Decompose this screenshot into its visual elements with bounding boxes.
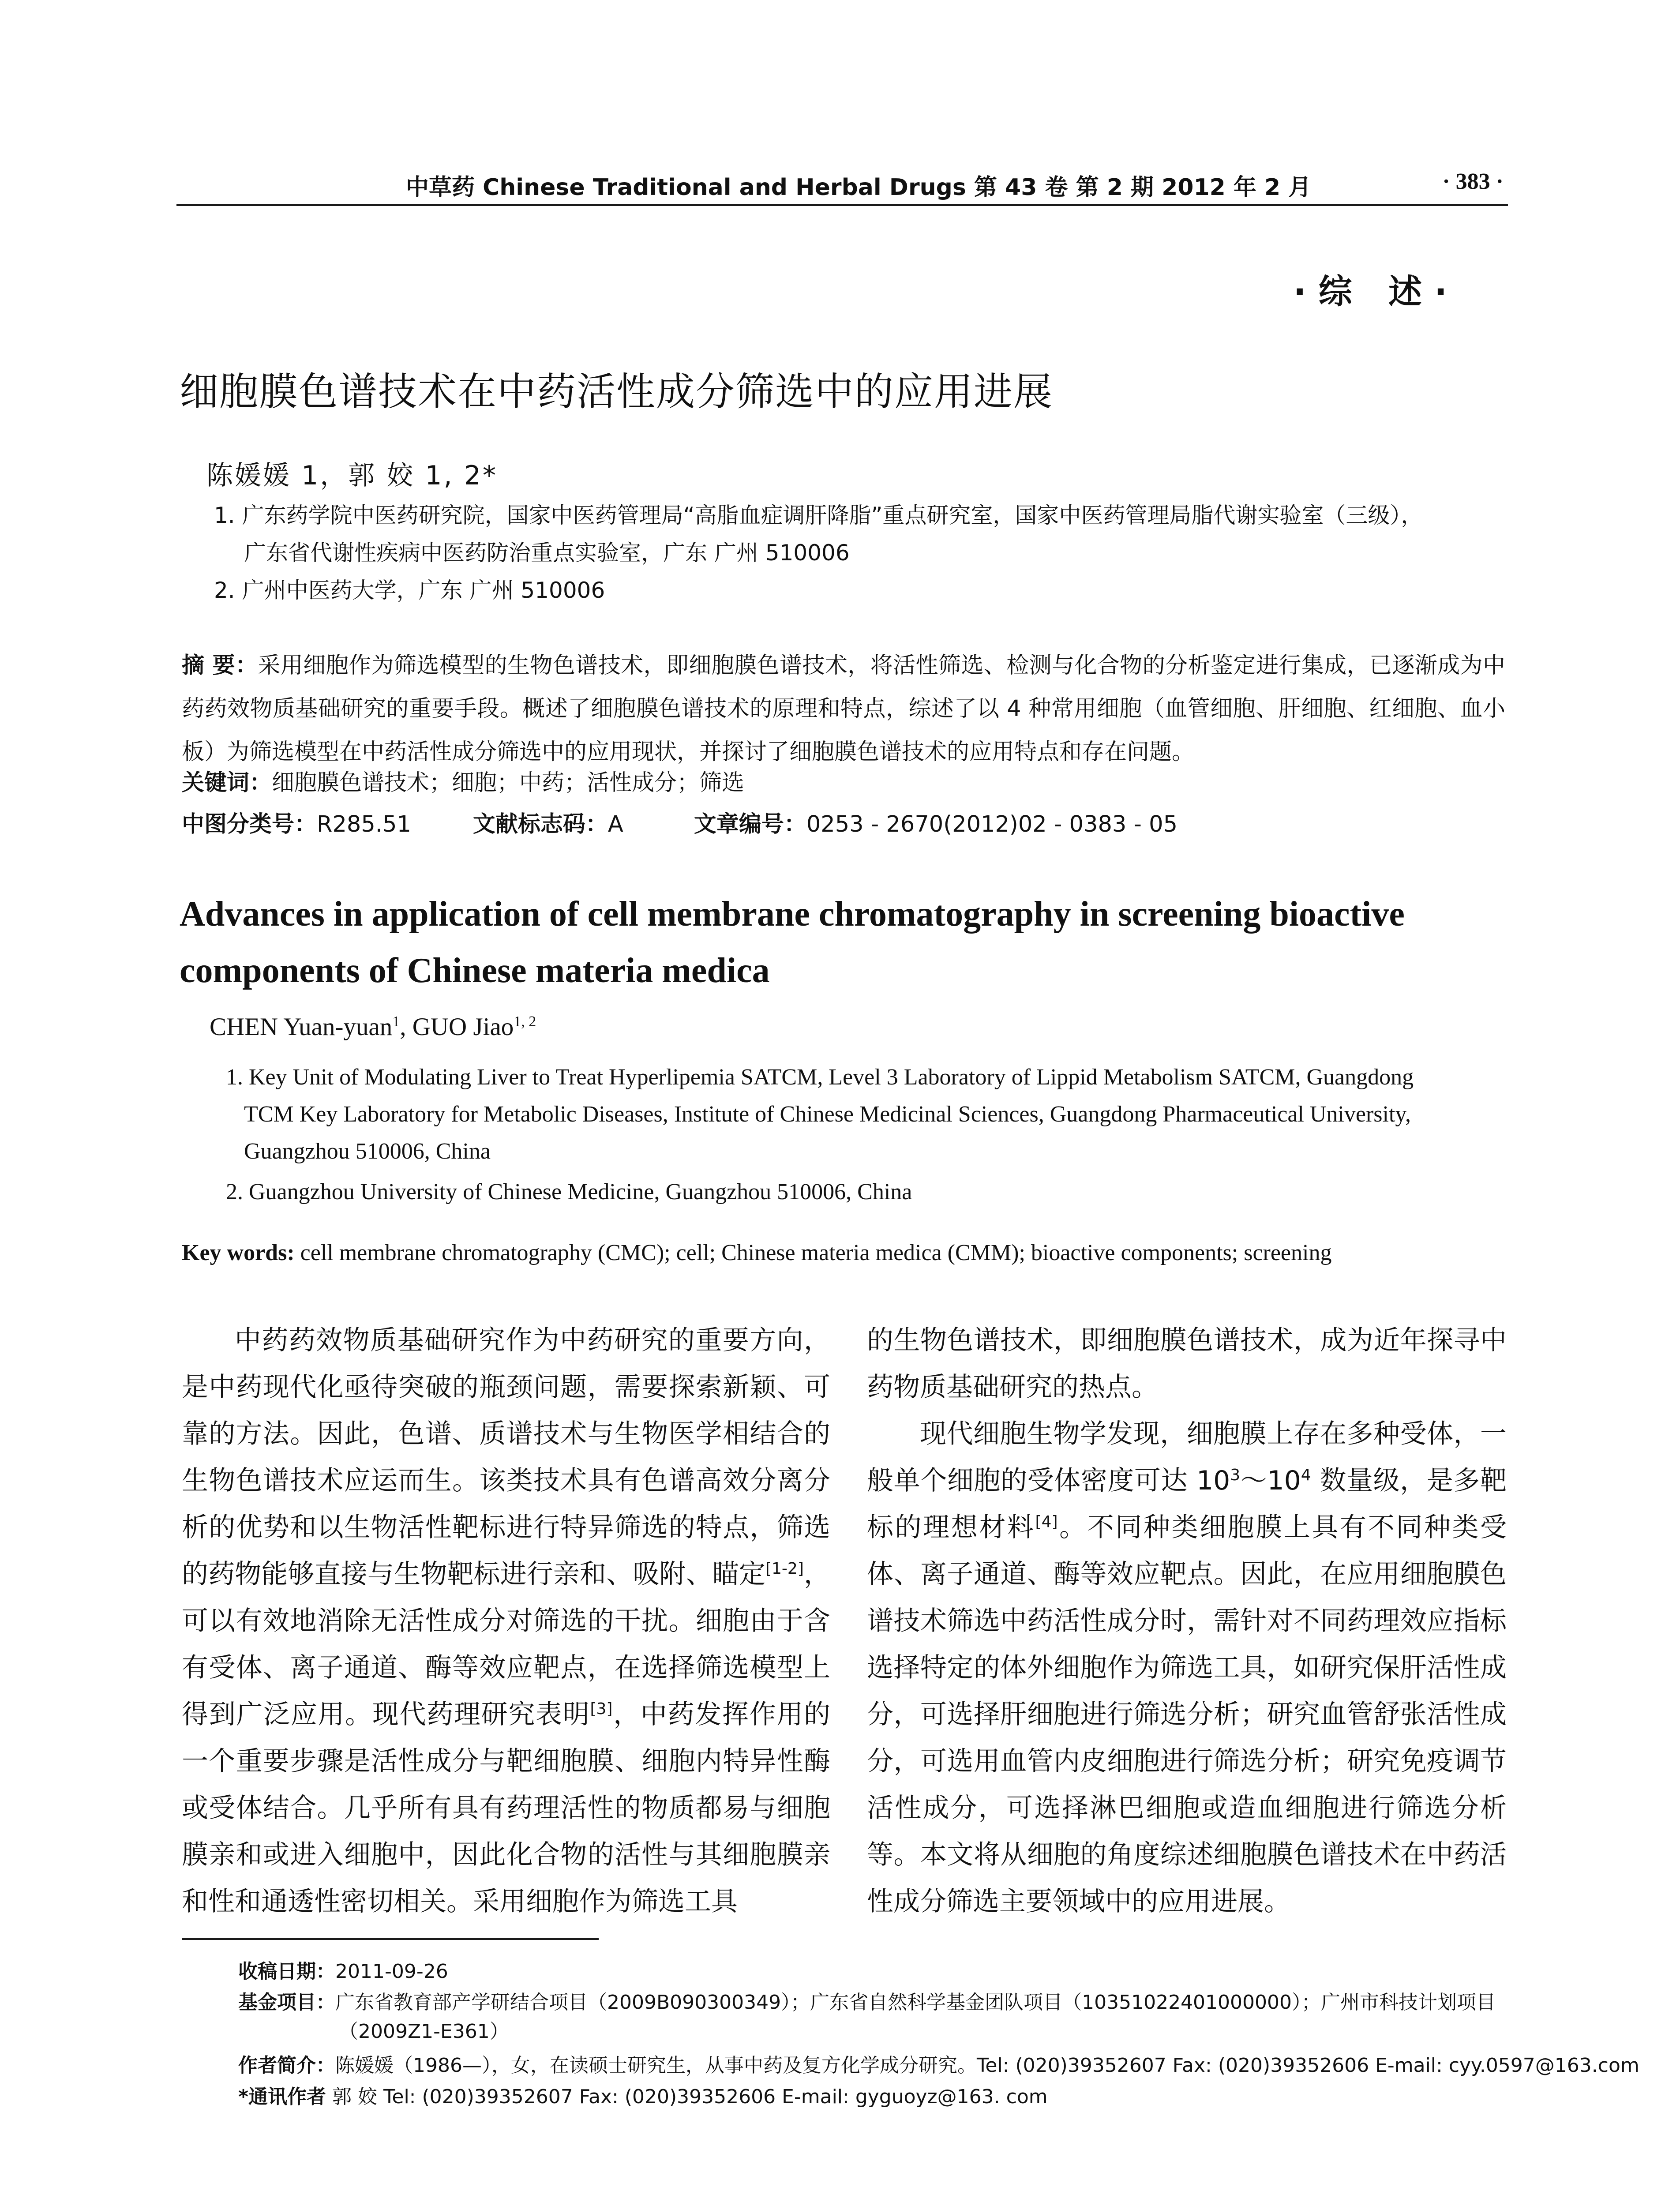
body-text: 。不同种类细胞膜上具有不同种类受体、离子通道、酶等效应靶点。因此，在应用细胞膜色谱技术筛选中药活性成分时，需针对不同药理效应指标选择特定的体外细胞作为筛选工具，如研究保肝活性成分，可选择肝细胞进行筛选分析；研究血管舒张活性成分，可选用血管内皮细胞进行筛选分析；研究免疫调节活性成分，可选择淋巴细胞或造血细胞进行筛选分析等。本文将从细胞的角度综述细胞膜色谱技术在中药活性成分筛选主要领域中的应用进展。 [867,1512,1507,1917]
body-column-right [867,1317,1507,1925]
running-header: 中草药 Chinese Traditional and Herbal Drugs 第 43 卷 第 2 期 2012 年 2 月 [406,174,1312,201]
author-en-2: GUO Jiao [412,1013,514,1041]
body-text: 现代细胞生物学发现，细胞膜上存在多种受体，一般单个细胞的受体密度可达 10 [867,1418,1507,1496]
doc-code-label: 文献标志码： [472,811,608,837]
footnote-corresponding [238,2081,1048,2109]
footnote-label: 收稿日期： [238,1960,335,1983]
affiliation-cn-1: 1. 广东药学院中医药研究院，国家中医药管理局“高脂血症调肝降脂”重点研究室，国家中医药管理局脂代谢实验室（三级）， [214,503,1423,528]
footnote-text: 郭 姣 Tel: (020)39352607 Fax: (020)39352606 E-mail: gyguoyz@163. com [326,2086,1048,2108]
footnote-text: 2011-09-26 [335,1960,448,1983]
authors-cn: 陈媛媛 1，郭 姣 1, 2* [206,460,498,491]
citation: [4] [1035,1513,1058,1531]
affiliation-cn-1-cont: 广东省代谢性疾病中医药防治重点实验室，广东 广州 510006 [244,540,850,566]
body-text: ，中药发挥作用的一个重要步骤是活性成分与靶细胞膜、细胞内特异性酶或受体结合。几乎所有具有药理活性的物质都易与细胞膜亲和或进入细胞中，因此化合物的活性与其细胞膜亲和性和通透性密切相关。采用细胞作为筛选工具 [182,1699,831,1917]
footnote-text: 广东省教育部产学研结合项目（2009B090300349）；广东省自然科学基金团队项目（10351022401000000）；广州市科技计划项目 [335,1991,1496,2014]
body-paragraph [182,1317,830,1925]
body-paragraph: 的生物色谱技术，即细胞膜色谱技术，成为近年探寻中药物质基础研究的热点。 [867,1325,1507,1403]
affiliation-en-1-cont: TCM Key Laboratory for Metabolic Diseases, Institute of Chinese Medicinal Sciences, Guangdong Pharmaceutical University, [244,1102,1411,1127]
section-label: ·综 述· [1293,272,1459,311]
doc-code-value: A [608,811,623,837]
authors-en [210,1013,536,1041]
article-number-value: 0253 - 2670(2012)02 - 0383 - 05 [806,811,1178,837]
footnote-text: 陈媛媛（1986—），女，在读硕士研究生，从事中药及复方化学成分研究。Tel: (020)39352607 Fax: (020)39352606 E-mail: cyy.0597@163.com [335,2054,1639,2077]
page-number: · 383 · [1442,169,1504,194]
article-number-label: 文章编号： [694,811,806,837]
citation: [3] [590,1700,613,1718]
article-title-en: Advances in application of cell membrane chromatography in screening bioactive components of Chinese materia medica [180,895,1405,990]
keywords-cn [182,764,744,797]
affiliation-en-1-cont2: Guangzhou 510006, China [244,1139,491,1164]
author-en-sep: , [400,1013,412,1041]
body-text: ，可以有效地消除无活性成分对筛选的干扰。细胞由于含有受体、离子通道、酶等效应靶点，在选择筛选模型上得到广泛应用。现代药理研究表明 [182,1559,831,1730]
author-en-1-sup: 1 [392,1013,400,1030]
abstract-label: 摘 要： [182,653,258,679]
article-title-cn: 细胞膜色谱技术在中药活性成分筛选中的应用进展 [180,369,1054,414]
footnote-fund-cont: （2009Z1-E361） [339,2020,509,2043]
body-text: ～10 [1240,1465,1301,1496]
footnote-author [238,2049,1639,2078]
footnote-label: 基金项目： [238,1991,335,2014]
header-rule [176,204,1508,206]
body-paragraph [867,1411,1507,1925]
body-text: 中药药效物质基础研究作为中药研究的重要方向，是中药现代化亟待突破的瓶颈问题，需要探索新颖、可靠的方法。因此，色谱、质谱技术与生物医学相结合的生物色谱技术应运而生。该类技术具有色谱高效分离分析的优势和以生物活性靶标进行特异筛选的特点，筛选的药物能够直接与生物靶标进行亲和、吸附、瞄定 [182,1325,830,1590]
clc-label: 中图分类号： [182,811,317,837]
abstract-cn [182,644,1505,774]
body-column-left [182,1317,830,1925]
footnote-label: 作者简介： [238,2054,335,2077]
classification-line [182,806,1178,838]
author-en-1: CHEN Yuan-yuan [210,1013,393,1041]
exponent: 3 [1230,1466,1241,1484]
author-en-2-sup: 1, 2 [514,1013,536,1030]
clc-value: R285.51 [317,811,411,837]
abstract-text: 采用细胞作为筛选模型的生物色谱技术，即细胞膜色谱技术，将活性筛选、检测与化合物的分析鉴定进行集成，已逐渐成为中药药效物质基础研究的重要手段。概述了细胞膜色谱技术的原理和特点，综述了以 4 种常用细胞（血管细胞、肝细胞、红细胞、血小板）为筛选模型在中药活性成分筛选中的应用现状，并探讨了细胞膜色谱技术的应用特点和存在问题。 [182,653,1505,765]
body-text: 数量级，是多靶标的理想材料 [867,1465,1507,1543]
affiliation-en-1: 1. Key Unit of Modulating Liver to Treat Hyperlipemia SATCM, Level 3 Laboratory of Lippid Metabolism SATCM, Guangdong [226,1065,1414,1090]
keywords-en-label: Key words: [182,1240,295,1265]
keywords-cn-text: 细胞膜色谱技术；细胞；中药；活性成分；筛选 [272,770,745,796]
exponent: 4 [1301,1466,1311,1484]
footnote-received [238,1955,448,1984]
affiliation-cn-2: 2. 广州中医药大学，广东 广州 510006 [214,578,605,603]
footnote-rule [182,1938,599,1940]
footnote-label: *通讯作者 [238,2086,326,2108]
keywords-en-text: cell membrane chromatography (CMC); cell; Chinese materia medica (CMM); bioactive components; screening [294,1240,1332,1265]
affiliation-en-2: 2. Guangzhou University of Chinese Medicine, Guangzhou 510006, China [226,1179,912,1204]
footnote-fund [238,1986,1496,2015]
citation: [1-2] [765,1560,804,1578]
keywords-cn-label: 关键词： [182,770,272,796]
keywords-en [182,1240,1331,1266]
